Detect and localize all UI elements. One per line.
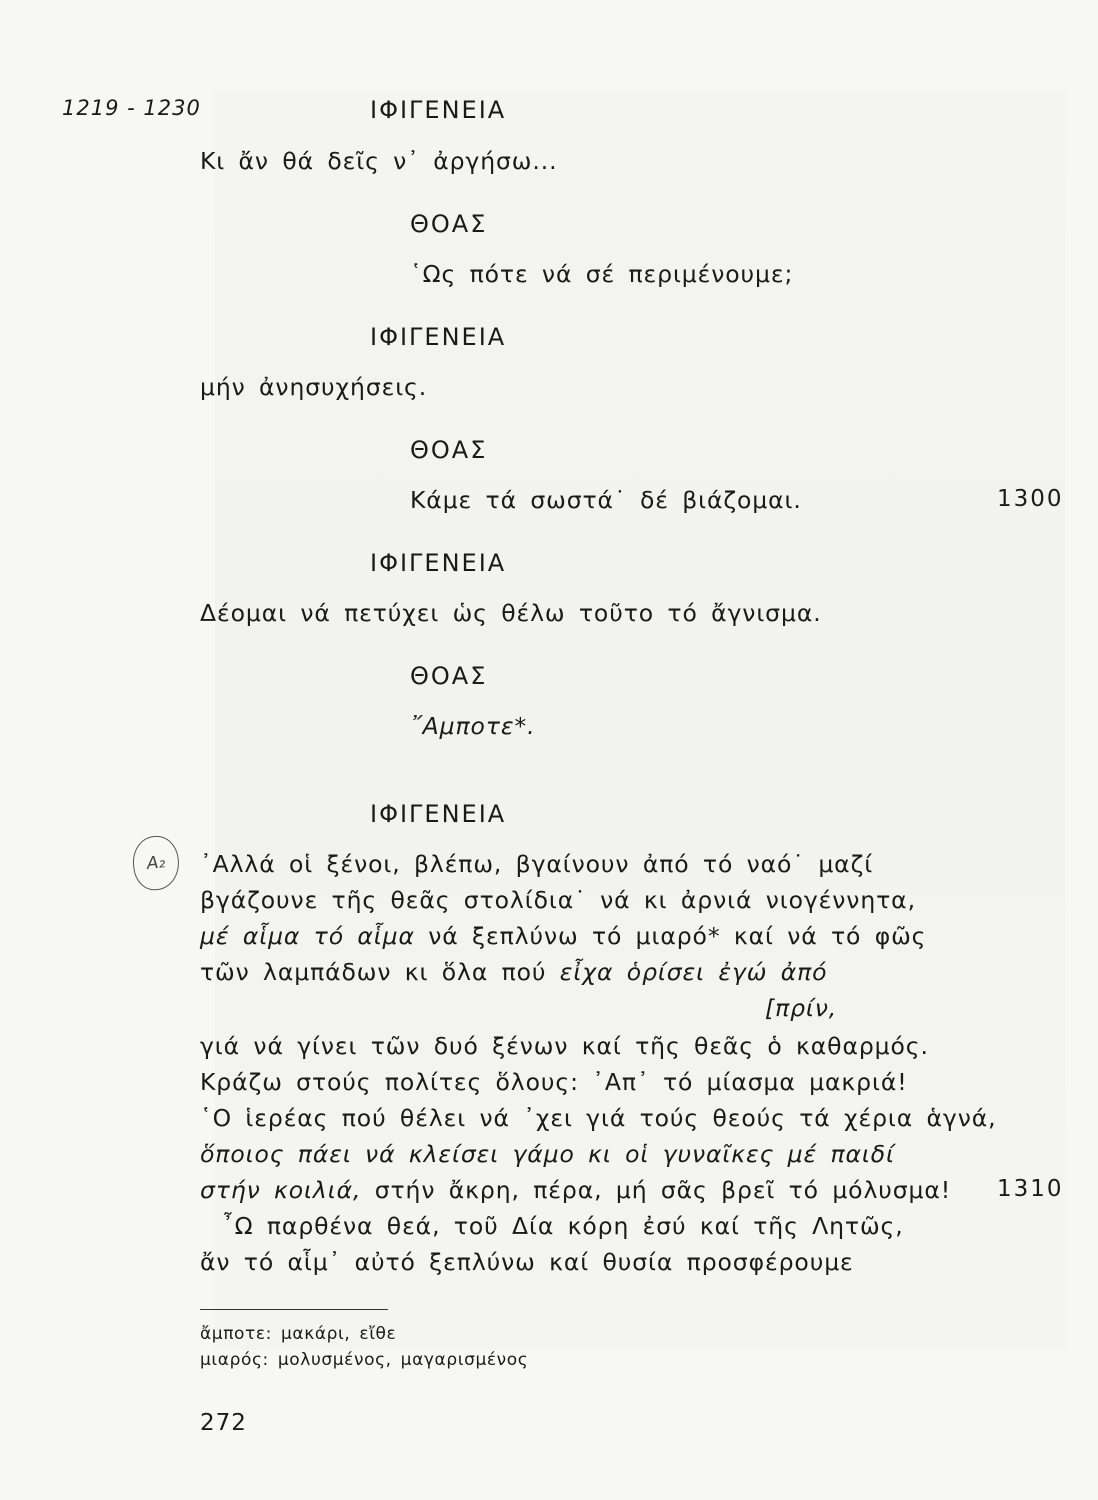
footnote-divider	[200, 1309, 388, 1310]
line-number: 1300	[997, 486, 1064, 512]
speaker-thoas: ΘΟΑΣ	[410, 662, 488, 690]
verse-line: Δέομαι νά πετύχει ὡς θέλω τοῦτο τό ἄγνισμα.	[200, 599, 822, 627]
speaker-iphigenia: ΙΦΙΓΕΝΕΙΑ	[370, 800, 507, 828]
verse-text: στήν ἄκρη, πέρα, μή σᾶς βρεῖ τό μόλυσμα!	[361, 1176, 952, 1204]
speaker-thoas: ΘΟΑΣ	[410, 210, 488, 238]
verse-text: τῶν λαμπάδων κι ὅλα πού	[200, 958, 560, 986]
line-range-header: 1219 - 1230	[62, 96, 201, 120]
verse-line: ῾Ως πότε νά σέ περιμένουμε;	[410, 260, 794, 288]
footnote: ἄμποτε: μακάρι, εἴθε	[200, 1324, 397, 1344]
verse-line: ῏Ω παρθένα θεά, τοῦ Δία κόρη ἐσύ καί τῆς Λητῶς,	[222, 1212, 904, 1240]
verse-line-continuation: [πρίν,	[765, 994, 838, 1022]
speaker-thoas: ΘΟΑΣ	[410, 436, 488, 464]
verse-line: ἄν τό αἷμ᾽ αὐτό ξεπλύνω καί θυσία προσφέρουμε	[200, 1248, 854, 1276]
verse-line: ὅποιος πάει νά κλείσει γάμο κι οἱ γυναῖκες μέ παιδί	[200, 1140, 895, 1168]
verse-line	[200, 922, 926, 950]
verse-line: γιά νά γίνει τῶν δυό ξένων καί τῆς θεᾶς ὁ καθαρμός.	[200, 1032, 929, 1060]
verse-line: ῾Ο ἱερέας πού θέλει νά ᾽χει γιά τούς θεούς τά χέρια ἁγνά,	[200, 1104, 997, 1132]
verse-line: μήν ἀνησυχήσεις.	[200, 373, 428, 401]
verse-line	[200, 1176, 951, 1204]
verse-line: ᾽Αλλά οἱ ξένοι, βλέπω, βγαίνουν ἀπό τό ναό˙ μαζί	[200, 850, 874, 878]
italic-phrase: στήν κοιλιά,	[200, 1176, 362, 1204]
verse-line: βγάζουνε τῆς θεᾶς στολίδια˙ νά κι ἀρνιά νιογέννητα,	[200, 886, 916, 914]
page-number: 272	[200, 1410, 247, 1436]
speaker-iphigenia: ΙΦΙΓΕΝΕΙΑ	[370, 323, 507, 351]
verse-line: ῎Αμποτε*.	[410, 712, 536, 740]
line-number: 1310	[997, 1176, 1064, 1202]
verse-text: νά ξεπλύνω τό μιαρό* καί νά τό φῶς	[414, 922, 927, 950]
footnote: μιαρός: μολυσμένος, μαγαρισμένος	[200, 1350, 529, 1370]
verse-line: Κι ἄν θά δεῖς ν᾽ ἀργήσω...	[200, 147, 558, 175]
speaker-iphigenia: ΙΦΙΓΕΝΕΙΑ	[370, 549, 507, 577]
verse-line	[200, 958, 827, 986]
italic-phrase: μέ αἷμα τό αἷμα	[200, 922, 415, 950]
handwritten-margin-note: Α₂	[130, 834, 181, 893]
speaker-iphigenia: ΙΦΙΓΕΝΕΙΑ	[370, 96, 507, 124]
italic-phrase: εἶχα ὁρίσει ἐγώ ἀπό	[559, 958, 828, 986]
verse-line: Κάμε τά σωστά˙ δέ βιάζομαι.	[410, 486, 802, 514]
verse-line: Κράζω στούς πολίτες ὅλους: ᾽Απ᾽ τό μίασμα μακριά!	[200, 1068, 908, 1096]
